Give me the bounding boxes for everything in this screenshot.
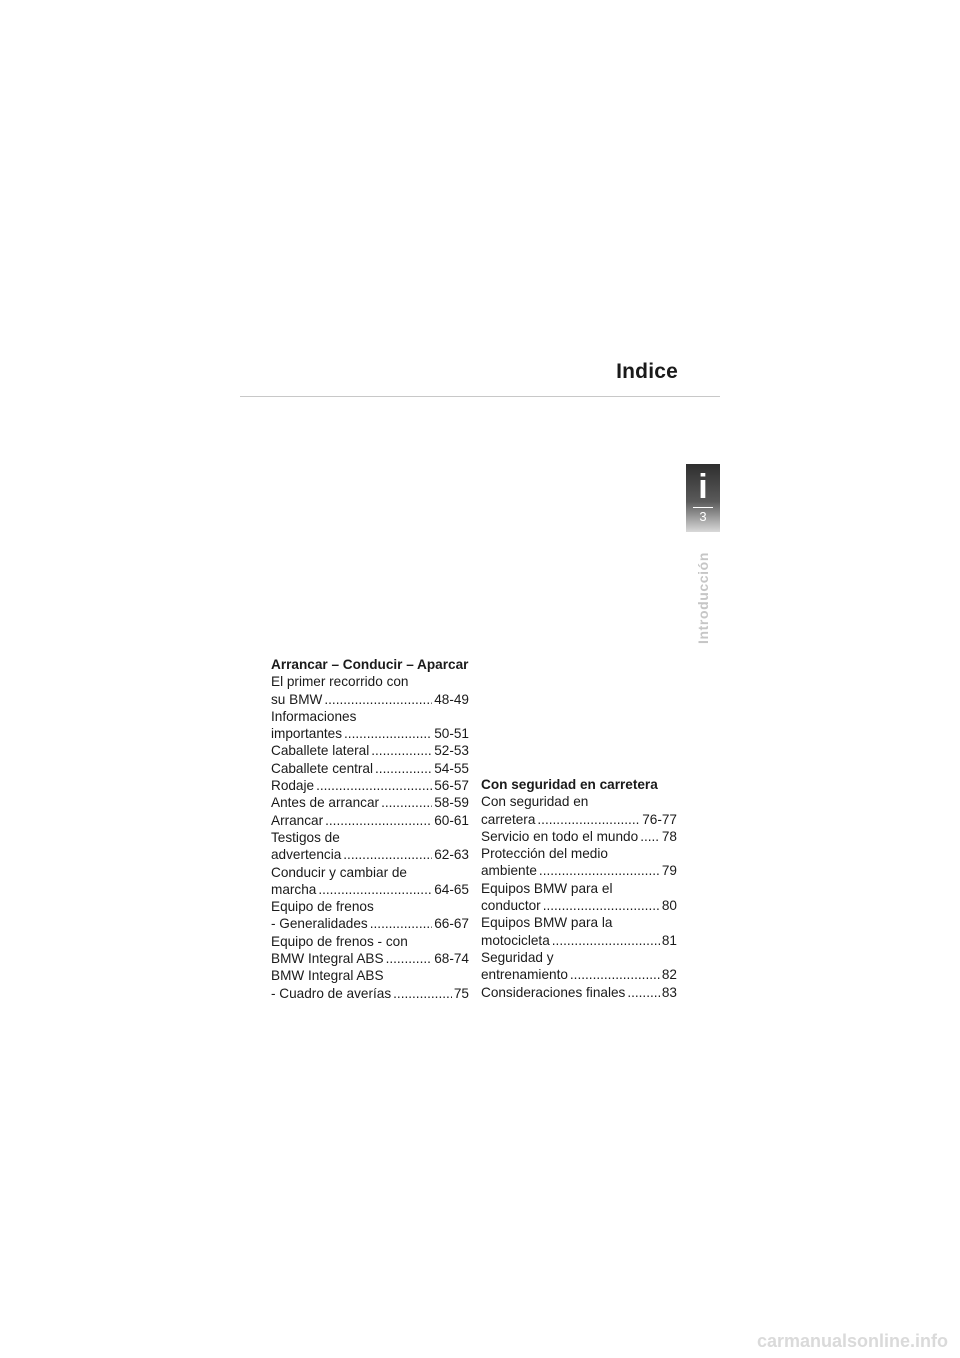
toc-entry-label: Arrancar bbox=[271, 812, 324, 828]
dot-leader bbox=[393, 985, 452, 1002]
toc-entry-line: Equipo de frenos - con bbox=[271, 933, 408, 949]
toc-entry-label: Servicio en todo el mundo bbox=[481, 828, 639, 844]
page-title: Indice bbox=[616, 360, 678, 383]
toc-entry-line: Informaciones bbox=[271, 708, 357, 724]
dot-leader bbox=[325, 812, 432, 829]
dot-leader bbox=[371, 742, 432, 759]
dot-leader bbox=[627, 984, 660, 1001]
toc-column-left bbox=[271, 656, 469, 1002]
toc-entry-page: 68-74 bbox=[434, 951, 469, 967]
toc-entry-line: Testigos de bbox=[271, 829, 340, 845]
dot-leader bbox=[343, 846, 432, 863]
toc-entry-label: - Cuadro de averías bbox=[271, 985, 392, 1001]
dot-leader bbox=[381, 794, 432, 811]
toc-entry-label: ambiente bbox=[481, 863, 537, 879]
toc-entry-page: 76-77 bbox=[642, 811, 677, 827]
dot-leader bbox=[543, 897, 660, 914]
dot-leader bbox=[324, 691, 432, 708]
toc-entry[interactable] bbox=[271, 812, 469, 829]
toc-entry-label: advertencia bbox=[271, 847, 342, 863]
toc-column-right bbox=[481, 776, 677, 1001]
toc-entry-label: entrenamiento bbox=[481, 967, 568, 983]
toc-entry[interactable] bbox=[481, 828, 677, 845]
toc-entry-page: 66-67 bbox=[434, 916, 469, 932]
toc-entry[interactable] bbox=[271, 742, 469, 759]
toc-entry[interactable] bbox=[271, 846, 469, 863]
toc-entry-page: 54-55 bbox=[434, 760, 469, 776]
dot-leader bbox=[316, 777, 432, 794]
toc-entry-page: 48-49 bbox=[434, 691, 469, 707]
dot-leader bbox=[386, 950, 433, 967]
toc-entry[interactable] bbox=[481, 897, 677, 914]
toc-entry[interactable] bbox=[271, 691, 469, 708]
dot-leader bbox=[375, 760, 432, 777]
toc-entry-line: Con seguridad en bbox=[481, 794, 589, 810]
toc-entry-page: 81 bbox=[661, 932, 677, 948]
toc-entry-page: 56-57 bbox=[434, 778, 469, 794]
title-divider bbox=[240, 396, 720, 397]
toc-entry[interactable] bbox=[271, 881, 469, 898]
toc-entry[interactable] bbox=[481, 811, 677, 828]
dot-leader bbox=[344, 725, 432, 742]
toc-entry-line: Protección del medio bbox=[481, 846, 608, 862]
toc-entry-page: 80 bbox=[661, 898, 677, 914]
toc-entry-page: 78 bbox=[661, 828, 677, 844]
toc-entry-label: motocicleta bbox=[481, 932, 550, 948]
toc-entry-page: 50-51 bbox=[434, 726, 469, 742]
toc-entry-label: marcha bbox=[271, 881, 317, 897]
toc-entry[interactable] bbox=[271, 915, 469, 932]
toc-entry-label: conductor bbox=[481, 898, 541, 914]
section-heading: Arrancar – Conducir – Aparcar bbox=[271, 657, 469, 672]
toc-entry[interactable] bbox=[271, 985, 469, 1002]
toc-entry-line: Equipos BMW para el bbox=[481, 880, 613, 896]
toc-entry-line: Conducir y cambiar de bbox=[271, 864, 407, 880]
toc-entry-page: 64-65 bbox=[434, 881, 469, 897]
page-number: 3 bbox=[699, 509, 707, 524]
toc-entry-label: Caballete central bbox=[271, 760, 374, 776]
dot-leader bbox=[537, 811, 640, 828]
toc-entry-line: El primer recorrido con bbox=[271, 674, 409, 690]
toc-entry[interactable] bbox=[481, 984, 677, 1001]
toc-entry-label: su BMW bbox=[271, 691, 323, 707]
chapter-letter: i bbox=[698, 468, 708, 506]
dot-leader bbox=[552, 932, 660, 949]
toc-entry[interactable] bbox=[271, 777, 469, 794]
toc-entry-page: 75 bbox=[453, 985, 469, 1001]
toc-entry-label: BMW Integral ABS bbox=[271, 951, 384, 967]
chapter-side-label: Introducción bbox=[695, 552, 711, 644]
toc-entry-label: carretera bbox=[481, 811, 536, 827]
toc-entry[interactable] bbox=[271, 950, 469, 967]
section-heading: Con seguridad en carretera bbox=[481, 777, 658, 792]
toc-entry-line: Seguridad y bbox=[481, 949, 554, 965]
toc-entry-label: Rodaje bbox=[271, 778, 315, 794]
toc-entry[interactable] bbox=[481, 966, 677, 983]
toc-entry-line: BMW Integral ABS bbox=[271, 968, 384, 984]
toc-entry-page: 82 bbox=[661, 967, 677, 983]
toc-entry[interactable] bbox=[271, 760, 469, 777]
toc-entry[interactable] bbox=[271, 794, 469, 811]
footer-watermark: carmanualsonline.info bbox=[756, 1331, 948, 1351]
dot-leader bbox=[640, 828, 660, 845]
toc-entry[interactable] bbox=[481, 862, 677, 879]
toc-entry-page: 83 bbox=[661, 984, 677, 1000]
toc-entry-page: 62-63 bbox=[434, 847, 469, 863]
toc-entry-page: 52-53 bbox=[434, 743, 469, 759]
dot-leader bbox=[318, 881, 432, 898]
toc-entry[interactable] bbox=[271, 725, 469, 742]
toc-entry-label: Caballete lateral bbox=[271, 743, 370, 759]
chapter-divider bbox=[693, 507, 713, 508]
toc-entry-page: 79 bbox=[661, 863, 677, 879]
toc-entry-page: 58-59 bbox=[434, 795, 469, 811]
dot-leader bbox=[570, 966, 660, 983]
toc-entry-label: Consideraciones finales bbox=[481, 984, 626, 1000]
toc-entry-label: Antes de arrancar bbox=[271, 795, 380, 811]
dot-leader bbox=[539, 862, 660, 879]
toc-entry[interactable] bbox=[481, 932, 677, 949]
toc-entry-line: Equipo de frenos bbox=[271, 899, 374, 915]
dot-leader bbox=[370, 915, 432, 932]
toc-entry-page: 60-61 bbox=[434, 812, 469, 828]
toc-entry-line: Equipos BMW para la bbox=[481, 915, 613, 931]
toc-entry-label: - Generalidades bbox=[271, 916, 368, 932]
toc-entry-label: importantes bbox=[271, 726, 343, 742]
